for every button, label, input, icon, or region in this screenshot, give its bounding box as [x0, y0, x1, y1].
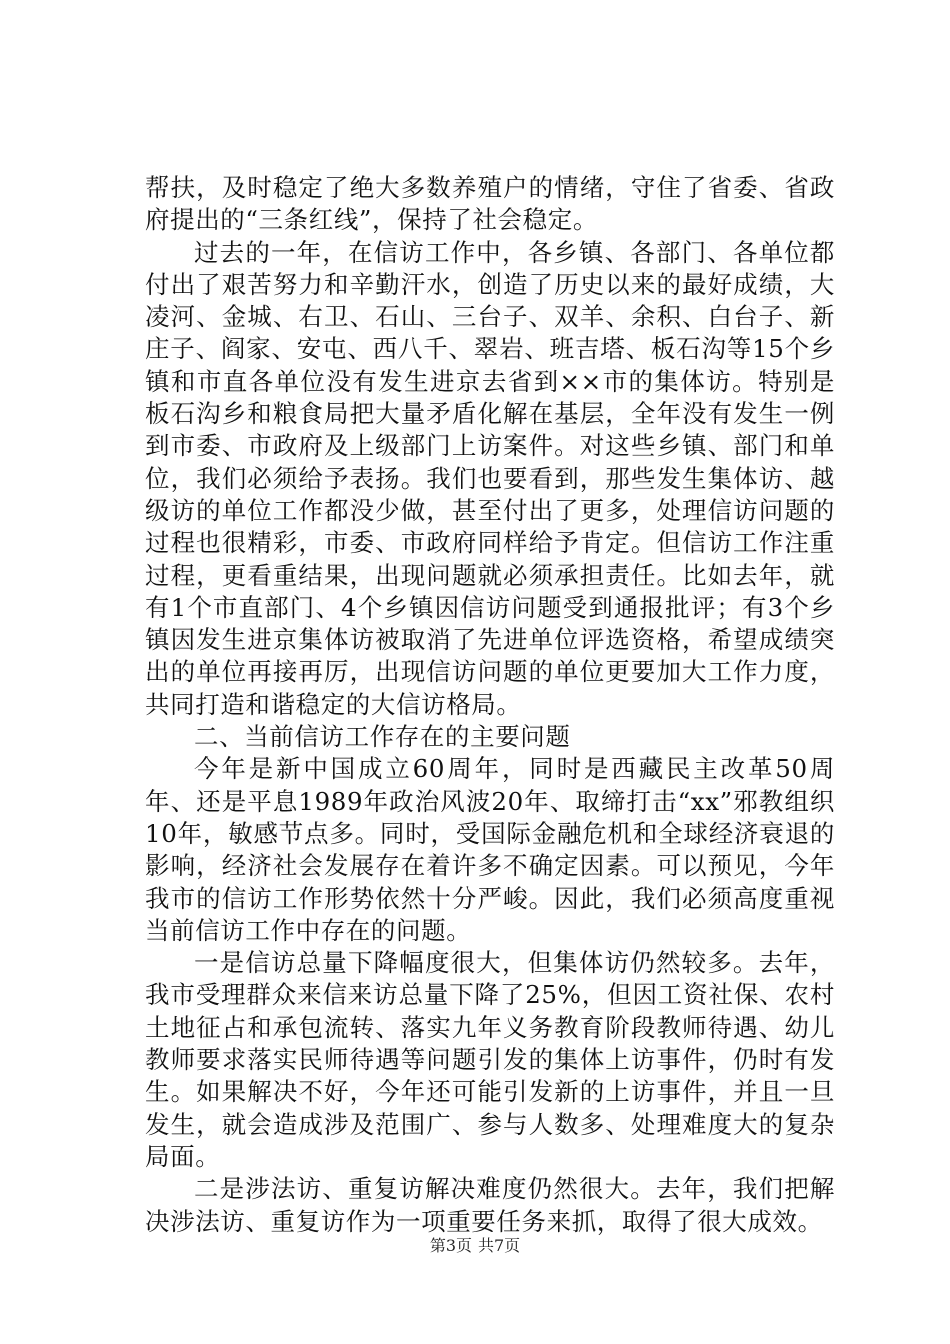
document-body	[145, 172, 835, 1238]
page-total: 共7页	[478, 1236, 521, 1255]
page-footer	[0, 1236, 950, 1256]
paragraph-5: 二是涉法访、重复访解决难度仍然很大。去年，我们把解决涉法访、重复访作为一项重要任务来抓，取得了很大成效。	[145, 1174, 835, 1236]
section-heading: 二、当前信访工作存在的主要问题	[194, 722, 571, 752]
paragraph-2: 过去的一年，在信访工作中，各乡镇、各部门、各单位都付出了艰苦努力和辛勤汗水，创造了历史以来的最好成绩，大凌河、金城、右卫、石山、三台子、双羊、余积、白台子、新庄子、阎家、安屯、西八千、翠岩、班吉塔、板石沟等15个乡镇和市直各单位没有发生进京去省到××市的集体访。特别是板石沟乡和粮食局把大量矛盾化解在基层，全年没有发生一例到市委、市政府及上级部门上访案件。对这些乡镇、部门和单位，我们必须给予表扬。我们也要看到，那些发生集体访、越级访的单位工作都没少做，甚至付出了更多，处理信访问题的过程也很精彩，市委、市政府同样给予肯定。但信访工作注重过程，更看重结果，出现问题就必须承担责任。比如去年，就有1个市直部门、4个乡镇因信访问题受到通报批评；有3个乡镇因发生进京集体访被取消了先进单位评选资格，希望成绩突出的单位再接再厉，出现信访问题的单位更要加大工作力度，共同打造和谐稳定的大信访格局。	[145, 237, 835, 719]
paragraph-1: 帮扶，及时稳定了绝大多数养殖户的情绪，守住了省委、省政府提出的“三条红线”，保持了社会稳定。	[145, 173, 835, 235]
paragraph-3: 今年是新中国成立60周年，同时是西藏民主改革50周年、还是平息1989年政治风波20年、取缔打击“xx”邪教组织10年，敏感节点多。同时，受国际金融危机和全球经济衰退的影响，经济社会发展存在着许多不确定因素。可以预见，今年我市的信访工作形势依然十分严峻。因此，我们必须高度重视当前信访工作中存在的问题。	[145, 754, 835, 945]
paragraph-4: 一是信访总量下降幅度很大，但集体访仍然较多。去年，我市受理群众来信来访总量下降了25%，但因工资社保、农村土地征占和承包流转、落实九年义务教育阶段教师待遇、幼儿教师要求落实民师待遇等问题引发的集体上访事件，仍时有发生。如果解决不好，今年还可能引发新的上访事件，并且一旦发生，就会造成涉及范围广、参与人数多、处理难度大的复杂局面。	[145, 948, 835, 1171]
page-number: 第3页	[429, 1236, 472, 1255]
